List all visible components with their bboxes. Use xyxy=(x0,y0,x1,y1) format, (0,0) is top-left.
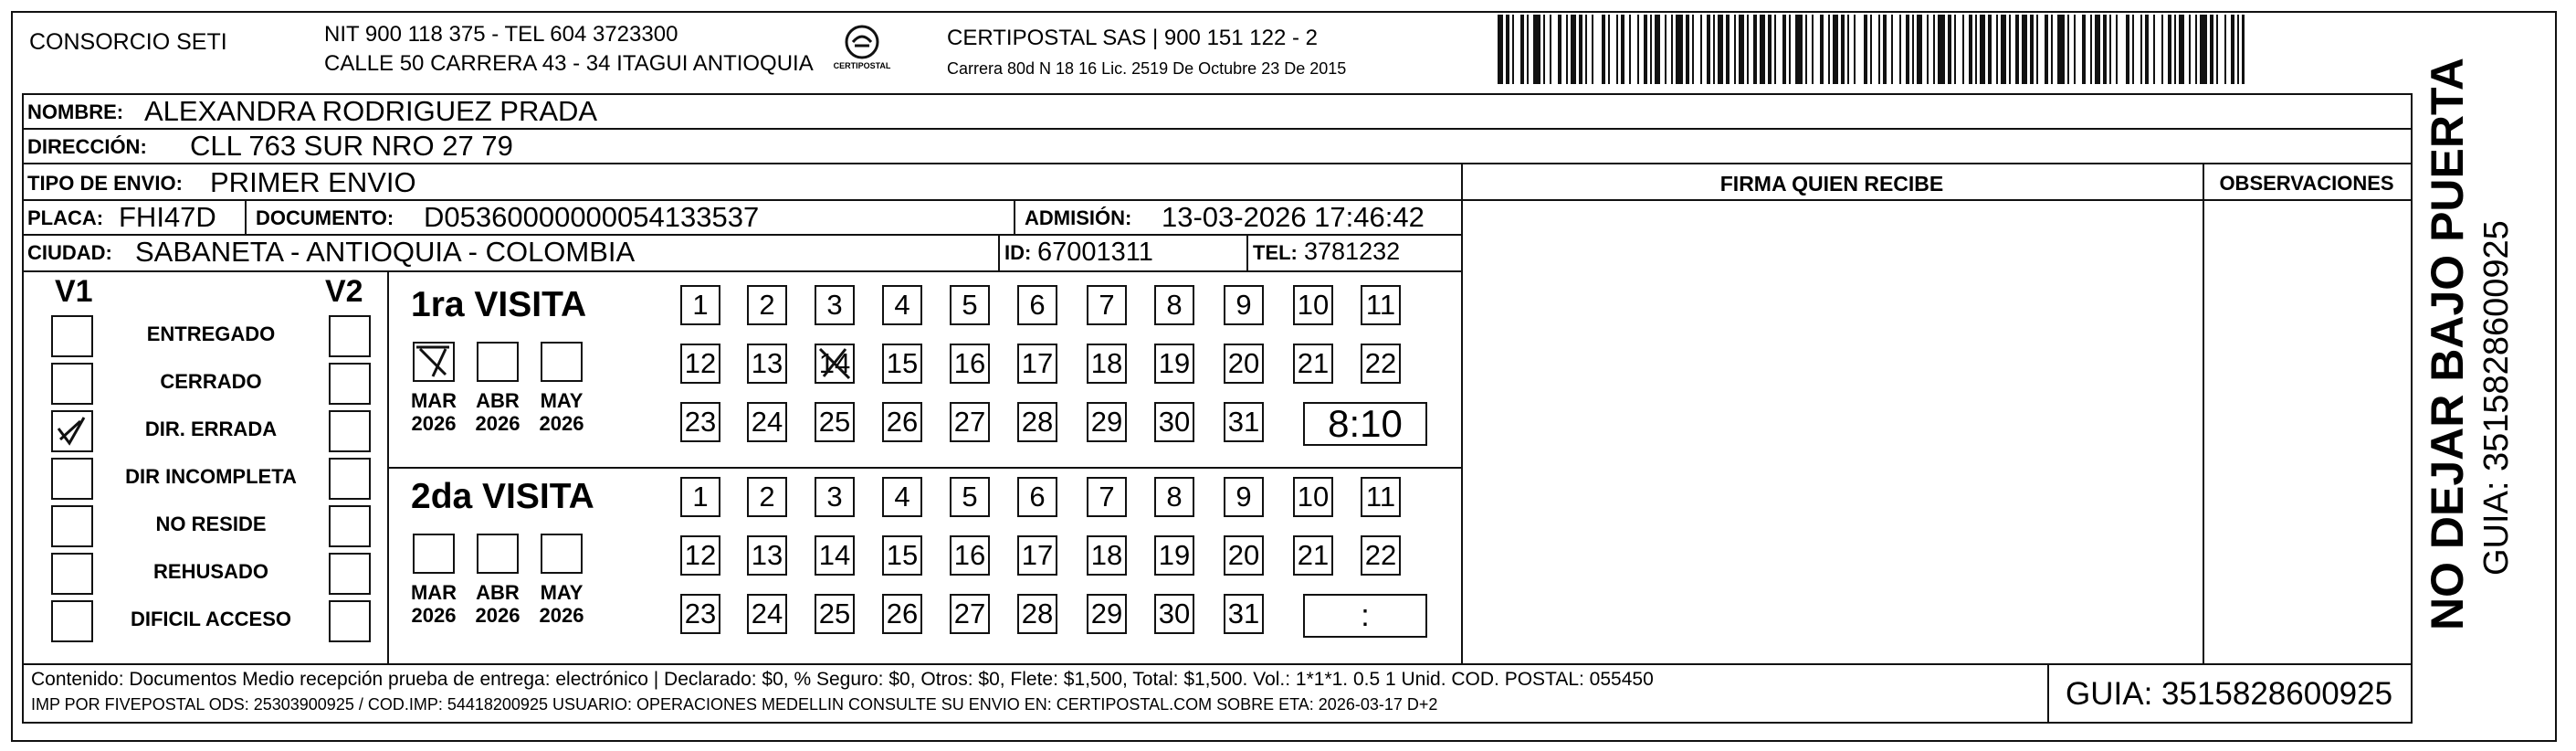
ciudad-value: SABANETA - ANTIOQUIA - COLOMBIA xyxy=(135,236,636,268)
day-box[interactable]: 16 xyxy=(950,344,990,384)
day-box[interactable]: 20 xyxy=(1224,344,1264,384)
day-box[interactable]: 14 xyxy=(815,535,855,576)
day-box[interactable]: 3 xyxy=(815,285,855,325)
tipo-envio-label: TIPO DE ENVIO: xyxy=(27,172,183,195)
row-line xyxy=(22,163,2413,164)
placa-value: FHI47D xyxy=(119,201,216,233)
side-guia: GUIA: 3515828600925 xyxy=(2477,220,2516,576)
status-label: DIR. ERRADA xyxy=(144,418,278,440)
day-box[interactable]: 4 xyxy=(882,477,922,517)
day-box[interactable]: 12 xyxy=(680,344,720,384)
footer-top-line xyxy=(22,663,2413,665)
v2-checkbox[interactable] xyxy=(329,315,371,357)
month-label: MAY 2026 xyxy=(539,581,584,628)
visit-divider xyxy=(387,467,1463,469)
month-label: ABR 2026 xyxy=(475,389,520,436)
day-box[interactable]: 9 xyxy=(1224,285,1264,325)
license-line: Carrera 80d N 18 16 Lic. 2519 De Octubre 23 De 2015 xyxy=(947,59,1347,78)
v1-checkbox[interactable] xyxy=(51,505,93,547)
day-box[interactable]: 7 xyxy=(1087,285,1127,325)
company-name: CONSORCIO SETI xyxy=(29,29,227,55)
day-box[interactable]: 10 xyxy=(1293,477,1333,517)
direccion-value: CLL 763 SUR NRO 27 79 xyxy=(190,130,513,162)
v2-checkbox[interactable] xyxy=(329,363,371,405)
day-box[interactable]: 27 xyxy=(950,402,990,442)
day-box[interactable]: 17 xyxy=(1017,535,1057,576)
day-box[interactable]: 29 xyxy=(1087,594,1127,634)
month-label: MAR 2026 xyxy=(410,389,457,436)
observations-col-line xyxy=(2203,163,2204,665)
documento-label: DOCUMENTO: xyxy=(256,206,394,229)
day-box[interactable]: 24 xyxy=(747,402,787,442)
footer-content-line: Contenido: Documentos Medio recepción prueba de entrega: electrónico | Declarado: $0, % Seguro: $0, Otros: $0, Flete: $1,500, Total: $1,500. Vol.: 1*1*1. 0.5 1 Unid. COD. POSTAL: 055450 xyxy=(31,669,1654,690)
day-box[interactable]: 26 xyxy=(882,594,922,634)
day-box[interactable]: 16 xyxy=(950,535,990,576)
id-value: 67001311 xyxy=(1037,238,1153,267)
day-box[interactable]: 15 xyxy=(882,344,922,384)
day-box[interactable]: 23 xyxy=(680,594,720,634)
admision-divider xyxy=(1014,199,1015,236)
footer-left-border xyxy=(22,663,24,724)
main-left-border xyxy=(22,93,24,663)
month-label: ABR 2026 xyxy=(475,581,520,628)
id-divider xyxy=(998,234,1000,270)
month-checkbox[interactable] xyxy=(541,534,583,574)
day-box[interactable]: 31 xyxy=(1224,594,1264,634)
month-label: MAY 2026 xyxy=(539,389,584,436)
status-label: DIR INCOMPLETA xyxy=(125,465,297,488)
month-checkbox[interactable] xyxy=(541,342,583,382)
tel-value: 3781232 xyxy=(1304,238,1401,265)
footer-bottom-line xyxy=(22,722,2413,724)
day-box[interactable]: 13 xyxy=(747,535,787,576)
day-box[interactable]: 25 xyxy=(815,594,855,634)
month-checkbox[interactable] xyxy=(477,342,519,382)
month-label: MAR 2026 xyxy=(410,581,457,628)
day-box[interactable]: 18 xyxy=(1087,535,1127,576)
direccion-label: DIRECCIÓN: xyxy=(27,135,147,158)
barcode xyxy=(1498,15,2246,84)
day-box[interactable]: 12 xyxy=(680,535,720,576)
day-box[interactable]: 7 xyxy=(1087,477,1127,517)
nombre-value: ALEXANDRA RODRIGUEZ PRADA xyxy=(144,95,598,127)
row-line xyxy=(22,270,1463,272)
day-box[interactable]: 19 xyxy=(1154,535,1194,576)
day-box[interactable]: 20 xyxy=(1224,535,1264,576)
documento-value: D05360000000054133537 xyxy=(424,201,760,233)
placa-label: PLACA: xyxy=(27,206,104,229)
month-checkbox[interactable] xyxy=(413,342,455,382)
day-box[interactable]: 26 xyxy=(882,402,922,442)
day-box[interactable]: 3 xyxy=(815,477,855,517)
tel-divider xyxy=(1246,234,1248,270)
v1-label: V1 xyxy=(55,274,93,309)
day-box[interactable]: 21 xyxy=(1293,535,1333,576)
day-box[interactable]: 21 xyxy=(1293,344,1333,384)
ciudad-label: CIUDAD: xyxy=(27,241,112,264)
status-label: REHUSADO xyxy=(153,560,268,583)
day-box[interactable]: 18 xyxy=(1087,344,1127,384)
day-box[interactable]: 8 xyxy=(1154,477,1194,517)
day-box[interactable]: 4 xyxy=(882,285,922,325)
day-box[interactable]: 5 xyxy=(950,285,990,325)
month-checkbox[interactable] xyxy=(413,534,455,574)
placa-divider xyxy=(245,199,247,236)
second-visit-title: 2da VISITA xyxy=(411,477,594,516)
footer-guia: GUIA: 3515828600925 xyxy=(2066,676,2393,712)
main-right-border xyxy=(2411,93,2413,724)
observaciones-header: OBSERVACIONES xyxy=(2219,172,2394,195)
day-box[interactable]: 9 xyxy=(1224,477,1264,517)
day-box[interactable]: 22 xyxy=(1361,535,1401,576)
cross-mark-icon xyxy=(816,345,853,382)
day-box[interactable]: 1 xyxy=(680,285,720,325)
id-label: ID: xyxy=(1004,241,1032,264)
day-box[interactable]: 11 xyxy=(1361,477,1401,517)
nit-line: NIT 900 118 375 - TEL 604 3723300 xyxy=(324,22,678,47)
certipostal-line: CERTIPOSTAL SAS | 900 151 122 - 2 xyxy=(947,26,1318,50)
day-box[interactable]: 24 xyxy=(747,594,787,634)
v1-checkbox[interactable] xyxy=(51,363,93,405)
v2-checkbox[interactable] xyxy=(329,458,371,500)
status-label: DIFICIL ACCESO xyxy=(130,608,291,630)
v1-checkbox[interactable] xyxy=(51,553,93,595)
v1-checkbox[interactable] xyxy=(51,410,93,452)
address-line: CALLE 50 CARRERA 43 - 34 ITAGUI ANTIOQUIA xyxy=(324,51,814,76)
day-box[interactable]: 14 xyxy=(815,344,855,384)
day-box[interactable]: 17 xyxy=(1017,344,1057,384)
firma-header: FIRMA QUIEN RECIBE xyxy=(1719,172,1944,196)
day-box[interactable]: 30 xyxy=(1154,402,1194,442)
day-box[interactable]: 2 xyxy=(747,477,787,517)
cross-mark-icon xyxy=(415,344,453,380)
time-box[interactable]: 8:10 xyxy=(1303,402,1427,446)
day-box[interactable]: 5 xyxy=(950,477,990,517)
logo-text: CERTIPOSTAL xyxy=(833,61,891,70)
day-box[interactable]: 6 xyxy=(1017,477,1057,517)
day-box[interactable]: 8 xyxy=(1154,285,1194,325)
status-label: ENTREGADO xyxy=(146,323,276,345)
status-label: NO RESIDE xyxy=(155,513,267,535)
first-visit-title: 1ra VISITA xyxy=(411,285,587,324)
certipostal-logo xyxy=(833,22,891,77)
day-box[interactable]: 13 xyxy=(747,344,787,384)
day-box[interactable]: 19 xyxy=(1154,344,1194,384)
v1-checkbox[interactable] xyxy=(51,315,93,357)
admision-value: 13-03-2026 17:46:42 xyxy=(1162,201,1425,233)
day-box[interactable]: 29 xyxy=(1087,402,1127,442)
footer-imp-line: IMP POR FIVEPOSTAL ODS: 25303900925 / COD.IMP: 54418200925 USUARIO: OPERACIONES MEDELLIN CONSULTE SU ENVIO EN: CERTIPOSTAL.COM SOBRE ETA: 2026-03-17 D+2 xyxy=(31,695,1438,714)
day-box[interactable]: 1 xyxy=(680,477,720,517)
month-checkbox[interactable] xyxy=(477,534,519,574)
day-box[interactable]: 31 xyxy=(1224,402,1264,442)
signature-col-line xyxy=(1461,163,1463,665)
day-box[interactable]: 30 xyxy=(1154,594,1194,634)
day-box[interactable]: 28 xyxy=(1017,402,1057,442)
v1-checkbox[interactable] xyxy=(51,600,93,642)
nombre-label: NOMBRE: xyxy=(27,100,124,123)
day-box[interactable]: 11 xyxy=(1361,285,1401,325)
v2-checkbox[interactable] xyxy=(329,600,371,642)
v2-label: V2 xyxy=(325,274,363,309)
col-header-line xyxy=(1461,199,2413,201)
day-box[interactable]: 15 xyxy=(882,535,922,576)
day-box[interactable]: 22 xyxy=(1361,344,1401,384)
day-box[interactable]: 25 xyxy=(815,402,855,442)
tel-label: TEL: xyxy=(1253,241,1298,264)
status-label: CERRADO xyxy=(160,370,262,393)
v2-checkbox[interactable] xyxy=(329,505,371,547)
footer-guia-divider xyxy=(2047,663,2049,724)
admision-label: ADMISIÓN: xyxy=(1025,206,1132,229)
v1-checkbox[interactable] xyxy=(51,458,93,500)
check-mark-icon xyxy=(53,412,91,450)
time-box[interactable]: : xyxy=(1303,594,1427,638)
day-box[interactable]: 2 xyxy=(747,285,787,325)
day-box[interactable]: 10 xyxy=(1293,285,1333,325)
v2-checkbox[interactable] xyxy=(329,553,371,595)
day-box[interactable]: 23 xyxy=(680,402,720,442)
day-box[interactable]: 6 xyxy=(1017,285,1057,325)
v2-checkbox[interactable] xyxy=(329,410,371,452)
day-box[interactable]: 28 xyxy=(1017,594,1057,634)
day-box[interactable]: 27 xyxy=(950,594,990,634)
no-dejar-bajo-puerta: NO DEJAR BAJO PUERTA xyxy=(2422,58,2473,630)
tipo-envio-value: PRIMER ENVIO xyxy=(210,166,416,198)
